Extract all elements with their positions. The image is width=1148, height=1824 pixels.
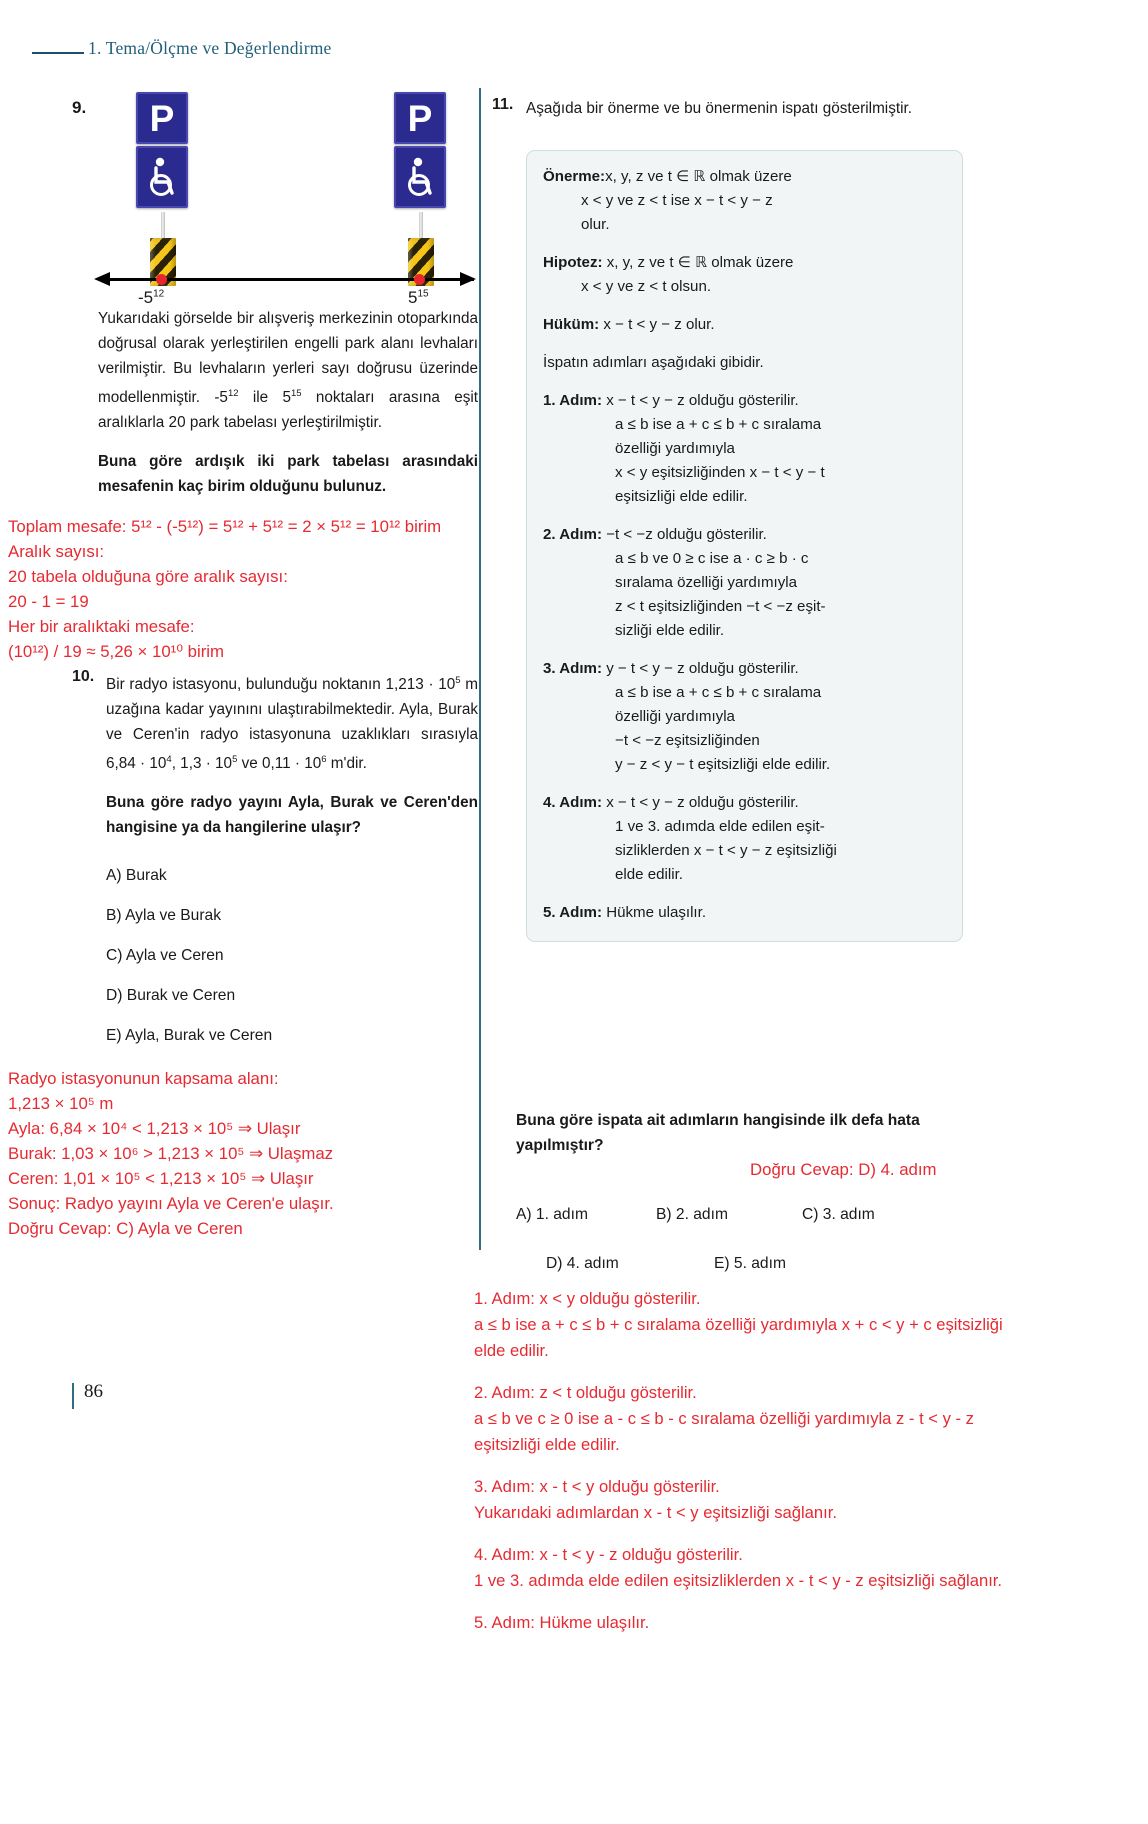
hipotez-line-1: x, y, z ve t ∈ ℝ olmak üzere <box>606 254 794 271</box>
question-9-paragraph: Yukarıdaki görselde bir alışveriş merkezinin otoparkında doğrusal olarak yerleştirilen engelli park alanı levhaları verilmiştir. Bu levhaların yerleri sayı doğrusu üzerinde modellenmiştir. $-5^{12}$ ile $5^{15}$ noktaları arasına eşit aralıklarla 20 park tabelası yerleştirilmiştir. <box>98 310 478 432</box>
step-line: elde edilir. <box>615 866 683 883</box>
step-line: özelliği yardımıyla <box>615 708 735 725</box>
arrow-left-icon <box>94 272 110 286</box>
note-line: Yukarıdaki adımlardan x - t < y eşitsizliği sağlanır. <box>474 1503 837 1522</box>
choice-d[interactable]: D) Burak ve Ceren <box>106 987 236 1005</box>
step-line: z < t eşitsizliğinden −t < −z eşit- <box>615 598 826 615</box>
answer-line: Ceren: 1,01 × 10⁵ < 1,213 × 10⁵ ⇒ Ulaşır <box>8 1169 314 1188</box>
question-11-prompt: Buna göre ispata ait adımların hangisinde ilk defa hata yapılmıştır? <box>516 1112 920 1154</box>
question-9-number: 9. <box>72 98 87 117</box>
question-10-choices <box>72 856 478 1056</box>
axis-label-right: $5^{15}$ <box>408 288 429 307</box>
parking-sign-plate <box>394 92 446 144</box>
note-line: 1. Adım: x < y olduğu gösterilir. <box>474 1289 701 1308</box>
question-9-body <box>98 306 478 499</box>
proof-box <box>526 150 963 942</box>
answer-line: Burak: 1,03 × 10⁶ > 1,213 × 10⁵ ⇒ Ulaşmaz <box>8 1144 334 1163</box>
onerme-line-2: x < y ve z < t ise x − t < y − z <box>581 192 773 209</box>
step-head: −t < −z olduğu gösterilir. <box>606 526 767 543</box>
answer-line: Ayla: 6,84 × 10⁴ < 1,213 × 10⁵ ⇒ Ulaşır <box>8 1119 301 1138</box>
choice-e[interactable]: E) 5. adım <box>714 1255 786 1272</box>
note-line: 3. Adım: x - t < y olduğu gösterilir. <box>474 1477 720 1496</box>
wheelchair-icon <box>402 155 438 199</box>
proof-step <box>543 523 946 643</box>
answer-line: Her bir aralıktaki mesafe: <box>8 617 195 636</box>
answer-line: 20 tabela olduğuna göre aralık sayısı: <box>8 567 288 586</box>
parking-p-label: P <box>149 97 175 139</box>
arrow-right-icon <box>460 272 476 286</box>
hukum-row <box>543 313 946 337</box>
note-line: 4. Adım: x - t < y - z olduğu gösterilir. <box>474 1545 743 1564</box>
step-line: eşitsizliği elde edilir. <box>615 488 748 505</box>
onerme-label: Önerme: <box>543 168 606 185</box>
step-line: sizliği elde edilir. <box>615 622 725 639</box>
page-number: 86 <box>84 1381 103 1402</box>
note-line: a ≤ b ise a + c ≤ b + c sıralama özelliği yardımıyla x + c < y + c eşitsizliği elde edilir. <box>474 1315 1003 1360</box>
step-line: sizliklerden x − t < y − z eşitsizliği <box>615 842 837 859</box>
step-line: −t < −z eşitsizliğinden <box>615 732 760 749</box>
wheelchair-icon <box>144 155 180 199</box>
wheelchair-sign-plate <box>136 146 188 208</box>
proof-step <box>543 791 946 887</box>
question-11-answer-notes <box>474 1286 1014 1636</box>
step-line: y − z < y − t eşitsizliği elde edilir. <box>615 756 831 773</box>
answer-line: Sonuç: Radyo yayını Ayla ve Ceren'e ulaşır. <box>8 1194 334 1213</box>
note-block <box>474 1474 1014 1526</box>
point-marker-left <box>156 274 167 285</box>
hipotez-line-2: x < y ve z < t olsun. <box>581 278 712 295</box>
question-10-prompt: Buna göre radyo yayını Ayla, Burak ve Ceren'den hangisine ya da hangilerine ulaşır? <box>106 794 478 837</box>
step-head: Hükme ulaşılır. <box>606 904 707 921</box>
step-label: 4. Adım: <box>543 794 602 811</box>
choice-a[interactable]: A) 1. adım <box>516 1206 588 1223</box>
hukum-text: x − t < y − z olur. <box>603 316 715 333</box>
choice-b[interactable]: B) Ayla ve Burak <box>106 907 221 925</box>
parking-p-label: P <box>407 97 433 139</box>
note-block <box>474 1380 1014 1458</box>
proof-step <box>543 389 946 509</box>
step-label: 1. Adım: <box>543 392 602 409</box>
onerme-line-3: olur. <box>581 216 610 233</box>
question-10 <box>72 668 478 1056</box>
hipotez-label: Hipotez: <box>543 254 603 271</box>
step-head: x − t < y − z olduğu gösterilir. <box>606 392 799 409</box>
answer-line: Aralık sayısı: <box>8 542 105 561</box>
parking-sign-plate <box>136 92 188 144</box>
choice-d[interactable]: D) 4. adım <box>546 1255 619 1272</box>
page-number-rule <box>72 1383 74 1409</box>
question-10-number: 10. <box>72 668 95 685</box>
step-line: 1 ve 3. adımda elde edilen eşit- <box>615 818 825 835</box>
signpost-left <box>132 92 192 208</box>
proof-step <box>543 901 946 925</box>
question-11-correct-answer: Doğru Cevap: D) 4. adım <box>750 1160 937 1179</box>
answer-line: Doğru Cevap: C) Ayla ve Ceren <box>8 1219 243 1238</box>
signpost-right <box>390 92 450 208</box>
answer-line: 20 - 1 = 19 <box>8 592 89 611</box>
note-block <box>474 1610 1014 1636</box>
choice-row-1 <box>492 1206 962 1255</box>
choice-c[interactable]: C) Ayla ve Ceren <box>106 947 224 965</box>
question-9-answer <box>8 514 480 664</box>
proof-step <box>543 657 946 777</box>
answer-line: Radyo istasyonunun kapsama alanı: <box>8 1069 279 1088</box>
step-line: özelliği yardımıyla <box>615 440 735 457</box>
header-rule <box>32 52 84 54</box>
step-label: 5. Adım: <box>543 904 602 921</box>
axis-label-left: $-5^{12}$ <box>138 288 165 307</box>
hukum-label: Hüküm: <box>543 316 600 333</box>
step-line: sıralama özelliği yardımıyla <box>615 574 798 591</box>
question-11-number: 11. <box>492 96 514 113</box>
parking-sign-figure <box>90 88 480 307</box>
question-11-intro: Aşağıda bir önerme ve bu önermenin ispatı gösterilmiştir. <box>526 100 913 117</box>
step-head: x − t < y − z olduğu gösterilir. <box>606 794 799 811</box>
answer-line: (10¹²) / 19 ≈ 5,26 × 10¹⁰ birim <box>8 642 224 661</box>
page-title: 1. Tema/Ölçme ve Değerlendirme <box>88 38 332 58</box>
onerme-line-1: x, y, z ve t ∈ ℝ olmak üzere <box>605 168 792 185</box>
note-line: 1 ve 3. adımda elde edilen eşitsizliklerden x - t < y - z eşitsizliği sağlanır. <box>474 1571 1003 1590</box>
answer-line: Toplam mesafe: 5¹² - (-5¹²) = 5¹² + 5¹² = 2 × 5¹² = 10¹² birim <box>8 517 442 536</box>
page-header <box>0 38 1148 68</box>
hipotez-row <box>543 251 946 299</box>
question-10-paragraph: Bir radyo istasyonu, bulunduğu noktanın $1,213 \cdot 10^5$ m uzağına kadar yayınını ulaştırabilmektedir. Ayla, Burak ve Ceren'in radyo istasyonuna uzaklıkları sırasıyla $6,84 \cdot 10^4$, $1,3 \cdot 10^5$ ve $0,11 \cdot 10^6$ m'dir. <box>106 675 478 773</box>
choice-b[interactable]: B) 2. adım <box>656 1206 728 1223</box>
note-block <box>474 1286 1014 1364</box>
choice-c[interactable]: C) 3. adım <box>802 1206 875 1223</box>
note-line: a ≤ b ve c ≥ 0 ise a - c ≤ b - c sıralama özelliği yardımıyla z - t < y - z eşitsizliği elde edilir. <box>474 1409 974 1454</box>
wheelchair-sign-plate <box>394 146 446 208</box>
note-line: 5. Adım: Hükme ulaşılır. <box>474 1613 650 1632</box>
note-block <box>474 1542 1014 1594</box>
onerme-row <box>543 165 946 237</box>
answer-line: 1,213 × 10⁵ m <box>8 1094 114 1113</box>
step-line: x < y eşitsizliğinden x − t < y − t <box>615 464 825 481</box>
choice-a[interactable]: A) Burak <box>106 867 167 885</box>
point-marker-right <box>414 274 425 285</box>
step-line: a ≤ b ise a + c ≤ b + c sıralama <box>615 684 822 701</box>
question-10-answer <box>8 1066 480 1241</box>
number-line <box>90 266 480 306</box>
step-label: 2. Adım: <box>543 526 602 543</box>
choice-e[interactable]: E) Ayla, Burak ve Ceren <box>106 1027 273 1045</box>
step-line: a ≤ b ise a + c ≤ b + c sıralama <box>615 416 822 433</box>
step-label: 3. Adım: <box>543 660 602 677</box>
question-9-prompt: Buna göre ardışık iki park tabelası arasındaki mesafenin kaç birim olduğunu bulunuz. <box>98 453 478 496</box>
step-line: a ≤ b ve 0 ≥ c ise a · c ≥ b · c <box>615 550 809 567</box>
step-head: y − t < y − z olduğu gösterilir. <box>606 660 799 677</box>
steps-intro: İspatın adımları aşağıdaki gibidir. <box>543 354 764 371</box>
note-line: 2. Adım: z < t olduğu gösterilir. <box>474 1383 697 1402</box>
